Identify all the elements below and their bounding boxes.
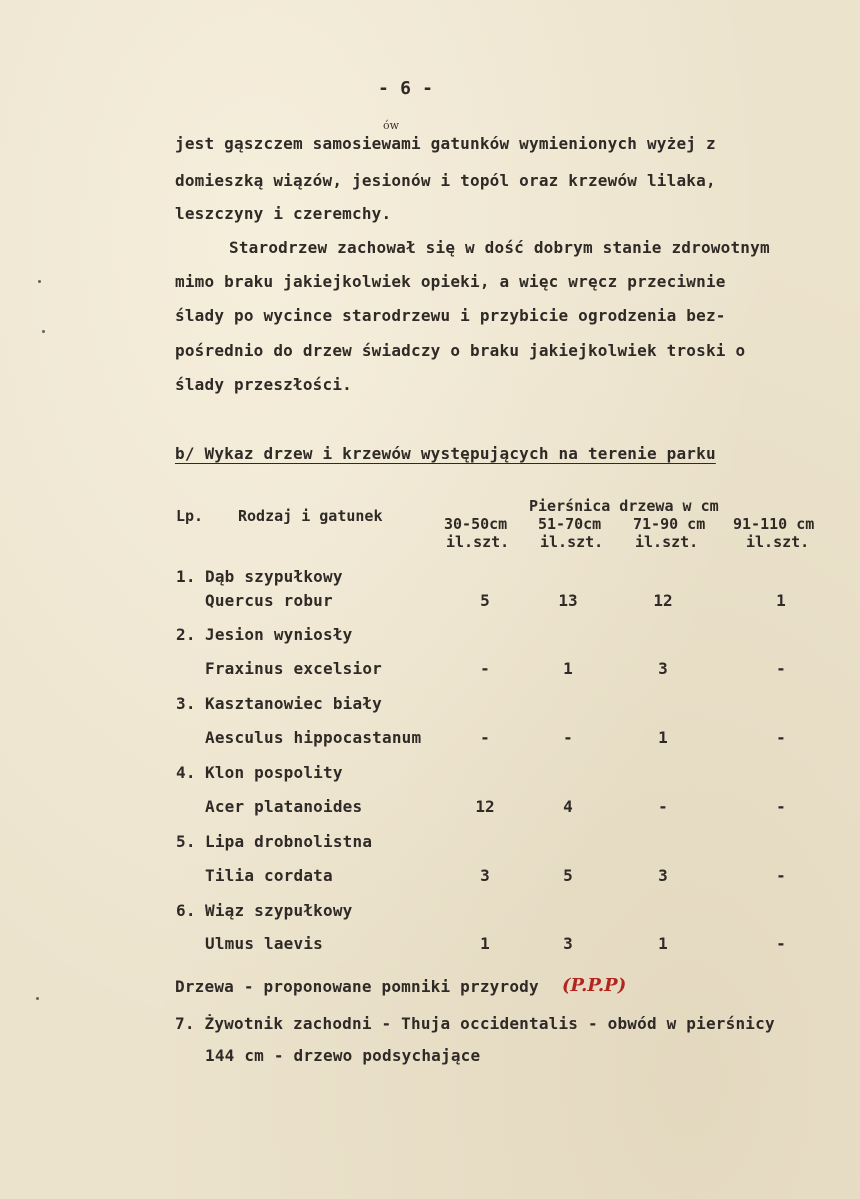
row-value: - (658, 797, 668, 816)
para2-line: Starodrzew zachował się w dość dobrym stanie zdrowotnym (229, 238, 770, 257)
row-lp: 6. (176, 901, 196, 920)
para2-line: mimo braku jakiejkolwiek opieki, a więc wręcz przeciwnie (175, 272, 726, 291)
row-value: 1 (776, 591, 786, 610)
paper-speck (42, 330, 45, 333)
table-header-range: 91-110 cm (733, 515, 815, 533)
row-lp: 3. (176, 694, 196, 713)
table-header-name: Rodzaj i gatunek (238, 507, 383, 525)
row-latin-name: Fraxinus excelsior (205, 659, 382, 678)
item7-line: 144 cm - drzewo podsychające (205, 1046, 481, 1065)
row-value: 3 (658, 866, 668, 885)
row-species-name: Dąb szypułkowy (205, 567, 343, 586)
table-header-range: 30-50cm (444, 515, 508, 533)
row-value: 3 (563, 934, 573, 953)
row-value: 1 (563, 659, 573, 678)
row-value: - (776, 866, 786, 885)
row-value: 4 (563, 797, 573, 816)
para1-line: domieszką wiązów, jesionów i topól oraz krzewów lilaka, (175, 171, 716, 190)
row-latin-name: Tilia cordata (205, 866, 333, 885)
table-header-unit: il.szt. (635, 533, 699, 551)
row-species-name: Kasztanowiec biały (205, 694, 382, 713)
section-title: b/ Wykaz drzew i krzewów występujących na terenie parku (175, 444, 716, 463)
row-value: 12 (475, 797, 495, 816)
para1-line: jest gąszczem samosiewami gatunków wymienionych wyżej z (175, 134, 716, 153)
handwritten-correction: ów (383, 119, 400, 132)
row-value: - (563, 728, 573, 747)
row-value: 12 (653, 591, 673, 610)
row-lp: 1. (176, 567, 196, 586)
table-header-lp: Lp. (176, 507, 204, 525)
table-header-range: 51-70cm (538, 515, 602, 533)
row-lp: 5. (176, 832, 196, 851)
item7-line: 7. Żywotnik zachodni - Thuja occidentalis - obwód w pierśnicy (175, 1014, 775, 1033)
row-value: 3 (658, 659, 668, 678)
table-header-unit: il.szt. (540, 533, 604, 551)
para2-line: ślady przeszłości. (175, 375, 352, 394)
table-header-unit: il.szt. (746, 533, 810, 551)
row-lp: 2. (176, 625, 196, 644)
row-value: 1 (480, 934, 490, 953)
row-species-name: Wiąz szypułkowy (205, 901, 353, 920)
row-species-name: Klon pospolity (205, 763, 343, 782)
row-value: - (480, 659, 490, 678)
table-header-range: 71-90 cm (633, 515, 706, 533)
table-header-dbh: Pierśnica drzewa w cm (529, 497, 719, 515)
paper-speck (38, 280, 41, 283)
row-value: - (776, 797, 786, 816)
row-value: - (776, 934, 786, 953)
page-number: - 6 - (378, 78, 434, 99)
row-latin-name: Aesculus hippocastanum (205, 728, 422, 747)
row-value: - (480, 728, 490, 747)
monuments-label: Drzewa - proponowane pomniki przyrody (175, 977, 539, 996)
row-value: - (776, 728, 786, 747)
table-header-unit: il.szt. (446, 533, 510, 551)
para1-line: leszczyny i czeremchy. (175, 204, 392, 223)
row-latin-name: Quercus robur (205, 591, 333, 610)
row-species-name: Jesion wyniosły (205, 625, 353, 644)
para2-line: pośrednio do drzew świadczy o braku jakiejkolwiek troski o (175, 341, 746, 360)
row-value: 5 (480, 591, 490, 610)
row-species-name: Lipa drobnolistna (205, 832, 373, 851)
row-latin-name: Ulmus laevis (205, 934, 323, 953)
row-value: 3 (480, 866, 490, 885)
row-value: - (776, 659, 786, 678)
para2-line: ślady po wycince starodrzewu i przybicie ogrodzenia bez- (175, 306, 726, 325)
paper-speck (36, 997, 39, 1000)
row-lp: 4. (176, 763, 196, 782)
row-value: 5 (563, 866, 573, 885)
row-latin-name: Acer platanoides (205, 797, 363, 816)
row-value: 1 (658, 728, 668, 747)
handwritten-annotation: (P.P.P) (562, 975, 627, 996)
row-value: 13 (558, 591, 578, 610)
row-value: 1 (658, 934, 668, 953)
